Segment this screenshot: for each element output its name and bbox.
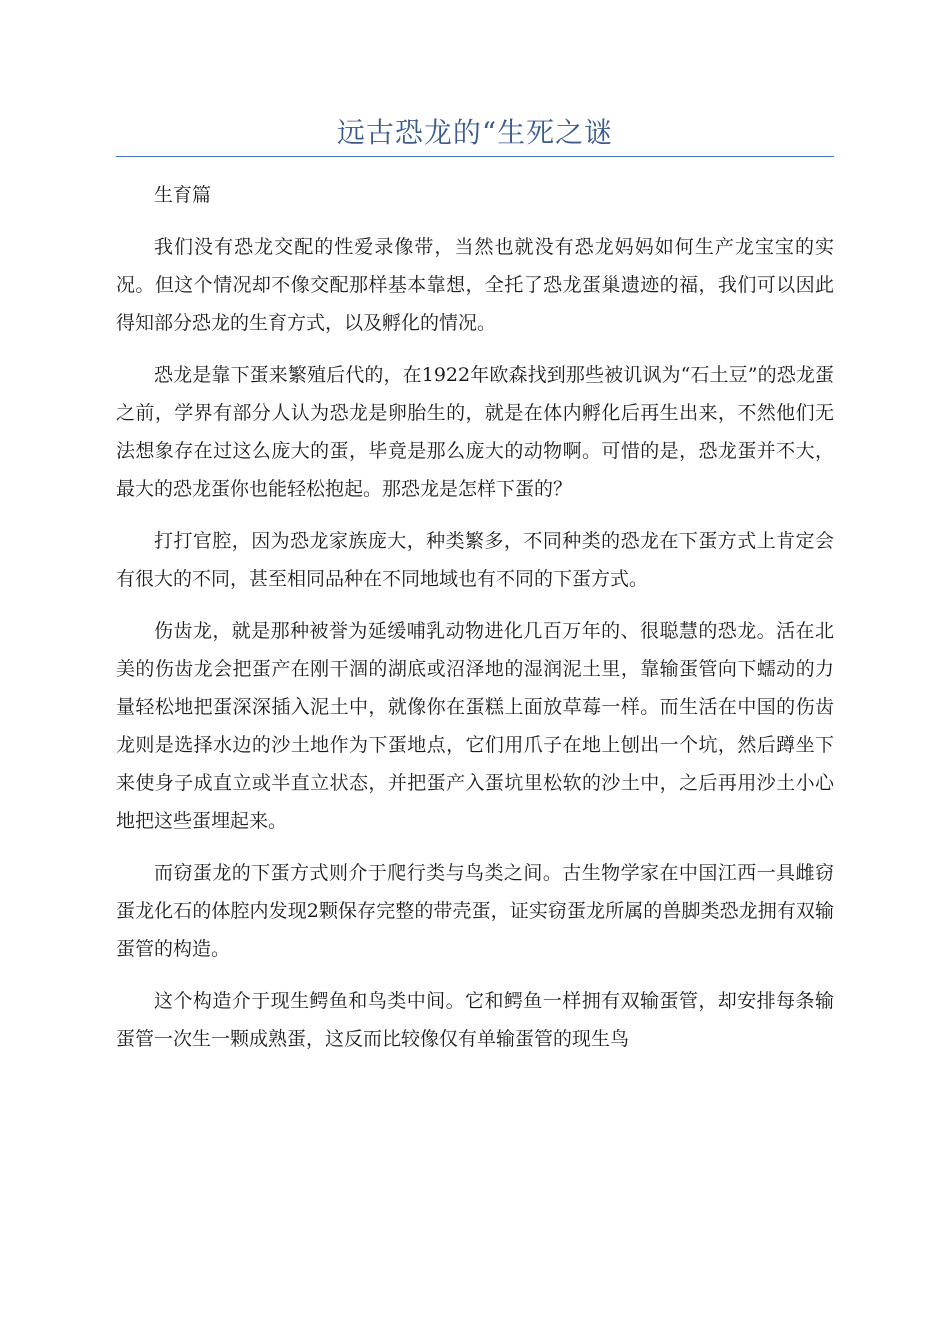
document-body [116,176,834,1072]
section-heading: 生育篇 [154,184,212,206]
paragraph-6: 这个构造介于现生鳄鱼和鸟类中间。它和鳄鱼一样拥有双输蛋管，却安排每条输蛋管一次生一颗成熟蛋，这反而比较像仅有单输蛋管的现生鸟 [116,990,834,1050]
paragraph-4: 伤齿龙，就是那种被誉为延缓哺乳动物进化几百万年的、很聪慧的恐龙。活在北美的伤齿龙会把蛋产在刚干涸的湖底或沼泽地的湿润泥土里，靠输蛋管向下蠕动的力量轻松地把蛋深深插入泥土中，就像你在蛋糕上面放草莓一样。而生活在中国的伤齿龙则是选择水边的沙土地作为下蛋地点，它们用爪子在地上刨出一个坑，然后蹲坐下来使身子成直立或半直立状态，并把蛋产入蛋坑里松软的沙土中，之后再用沙土小心地把这些蛋埋起来。 [116,620,834,832]
paragraph-1: 我们没有恐龙交配的性爱录像带，当然也就没有恐龙妈妈如何生产龙宝宝的实况。但这个情况却不像交配那样基本靠想，全托了恐龙蛋巢遗迹的福，我们可以因此得知部分恐龙的生育方式，以及孵化的情况。 [116,236,834,334]
paragraph-3: 打打官腔，因为恐龙家族庞大，种类繁多，不同种类的恐龙在下蛋方式上肯定会有很大的不同，甚至相同品种在不同地域也有不同的下蛋方式。 [116,530,834,590]
document-title: 远古恐龙的“生死之谜 [336,116,614,149]
paragraph-2: 恐龙是靠下蛋来繁殖后代的，在1922年欧森找到那些被讥讽为“石土豆”的恐龙蛋之前，学界有部分人认为恐龙是卵胎生的，就是在体内孵化后再生出来，不然他们无法想象存在过这么庞大的蛋，毕竟是那么庞大的动物啊。可惜的是，恐龙蛋并不大，最大的恐龙蛋你也能轻松抱起。那恐龙是怎样下蛋的？ [116,364,834,500]
paragraph-5: 而窃蛋龙的下蛋方式则介于爬行类与鸟类之间。古生物学家在中国江西一具雌窃蛋龙化石的体腔内发现2颗保存完整的带壳蛋，证实窃蛋龙所属的兽脚类恐龙拥有双输蛋管的构造。 [116,862,834,960]
title-block [116,110,834,157]
